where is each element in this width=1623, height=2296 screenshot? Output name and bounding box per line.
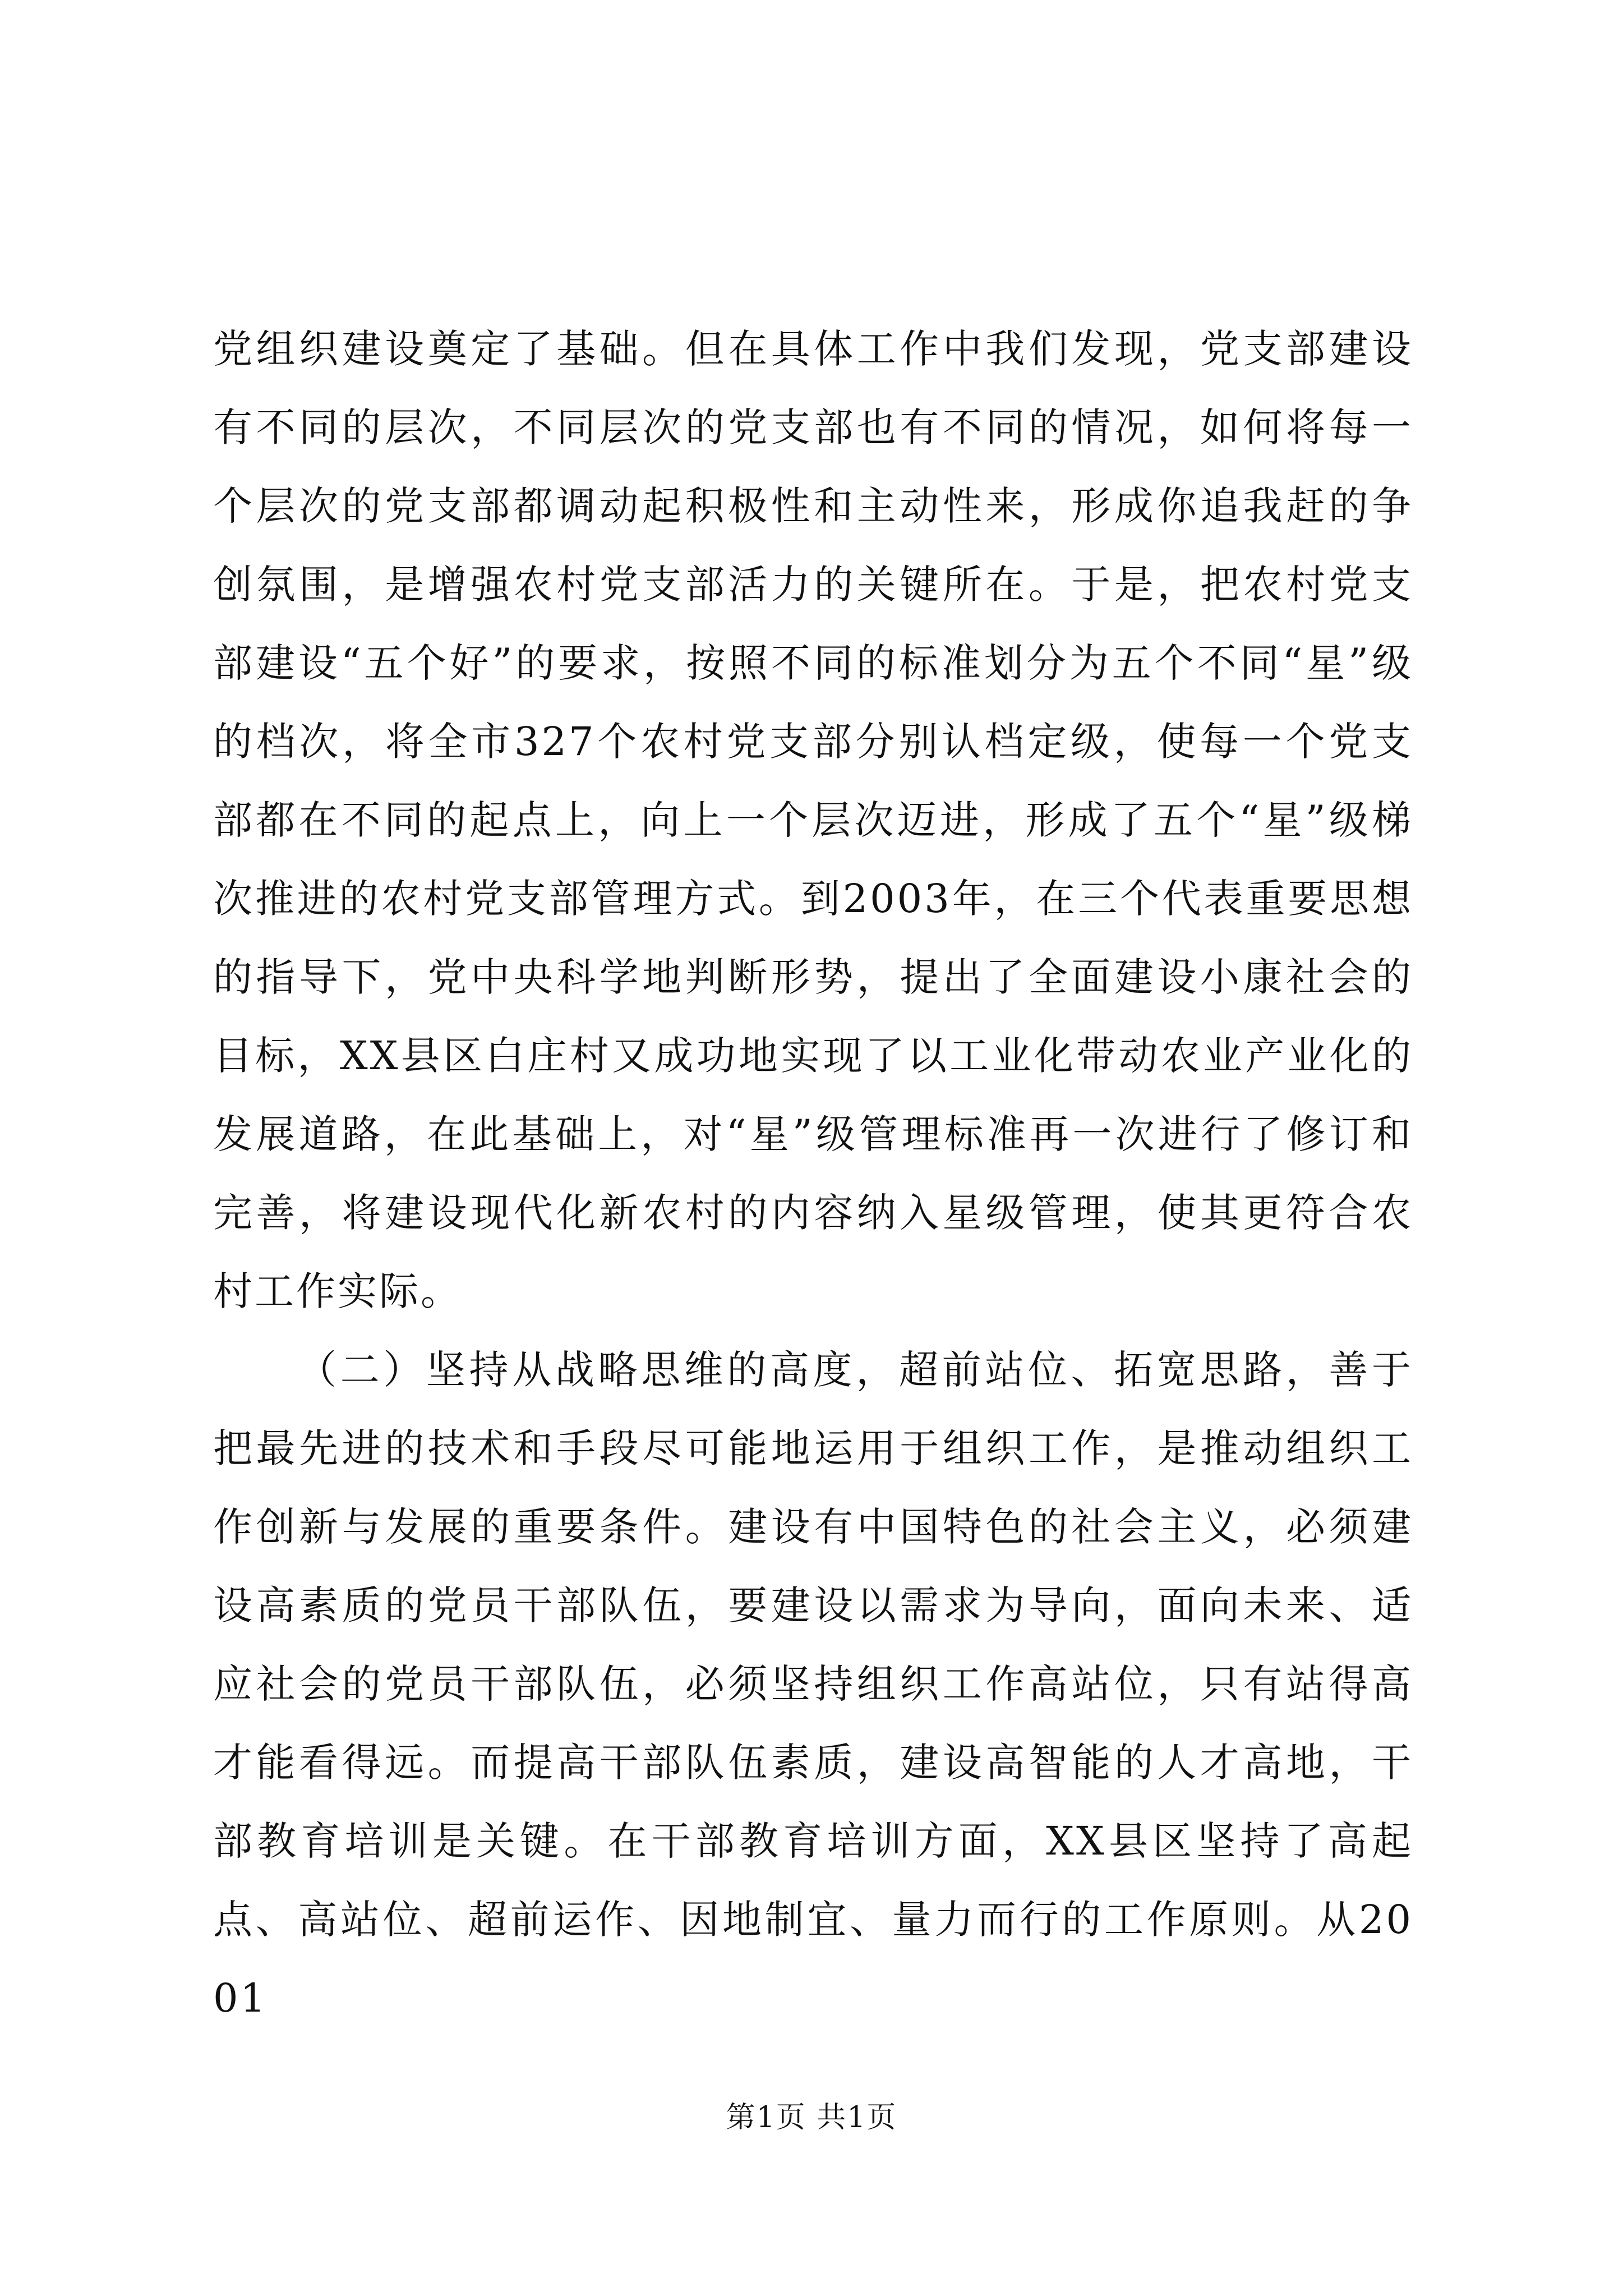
page-footer: 第1页 共1页 [726,2101,897,2134]
paragraph-section-two: （二）坚持从战略思维的高度，超前站位、拓宽思路，善于把最先进的技术和手段尽可能地运用于组织工作，是推动组织工作创新与发展的重要条件。建设有中国特色的社会主义，必须建设高素质的党员干部队伍，要建设以需求为导向，面向未来、适应社会的党员干部队伍，必须坚持组织工作高站位，只有站得高才能看得远。而提高干部队伍素质，建设高智能的人才高地，干部教育培训是关键。在干部教育培训方面，XX县区坚持了高起点、高站位、超前运作、因地制宜、量力而行的工作原则。从2001 [213,1347,1413,2021]
paragraph-continued: 党组织建设奠定了基础。但在具体工作中我们发现，党支部建设有不同的层次，不同层次的党支部也有不同的情况，如何将每一个层次的党支部都调动起积极性和主动性来，形成你追我赶的争创氛围，是增强农村党支部活力的关键所在。于是，把农村党支部建设“五个好”的要求，按照不同的标准划分为五个不同“星”级的档次，将全市327个农村党支部分别认档定级，使每一个党支部都在不同的起点上，向上一个层次迈进，形成了五个“星”级梯次推进的农村党支部管理方式。到2003年，在三个代表重要思想的指导下，党中央科学地判断形势，提出了全面建设小康社会的目标，XX县区白庄村又成功地实现了以工业化带动农业产业化的发展道路，在此基础上，对“星”级管理标准再一次进行了修订和完善，将建设现代化新农村的内容纳入星级管理，使其更符合农村工作实际。 [213,326,1413,1314]
document-body [213,310,1413,2037]
